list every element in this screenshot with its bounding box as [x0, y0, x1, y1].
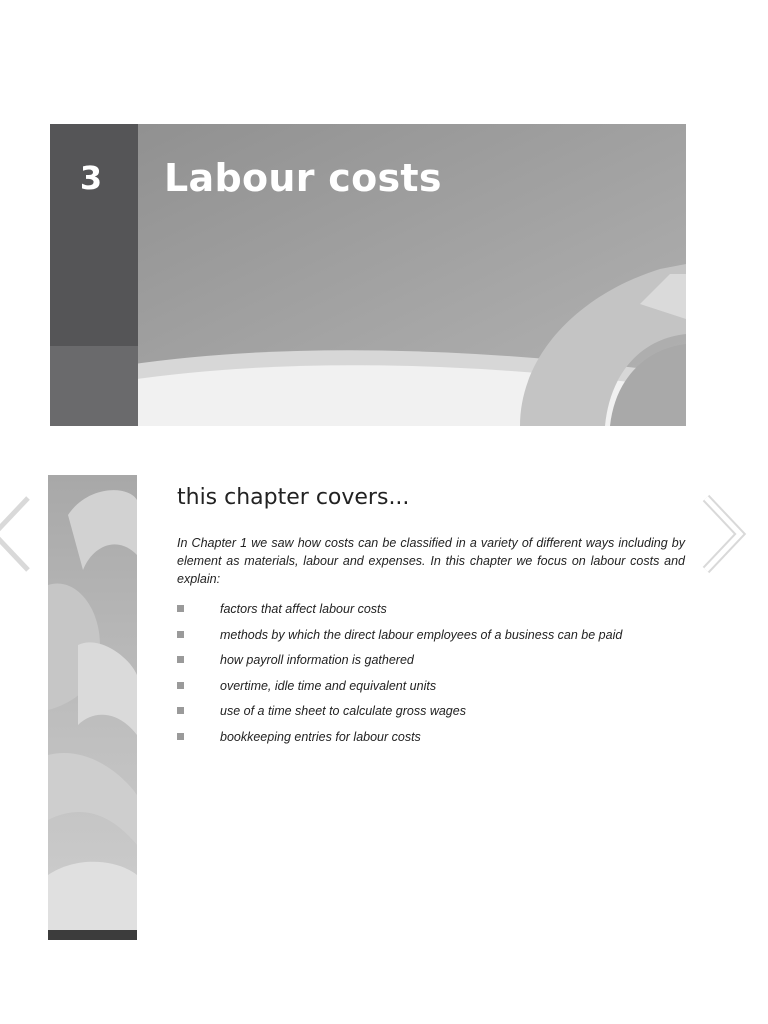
square-bullet-icon: [177, 682, 184, 689]
list-item: [177, 651, 685, 677]
side-strip-graphic: [48, 475, 137, 940]
topics-list: [177, 600, 685, 754]
list-item: [177, 702, 685, 728]
list-item: [177, 600, 685, 626]
next-page-button[interactable]: [694, 494, 754, 574]
section-heading: this chapter covers...: [177, 485, 410, 510]
chapter-overview: [177, 482, 685, 754]
side-decorative-strip: [48, 475, 137, 940]
chapter-tab-shade: [50, 346, 138, 426]
list-item-text: factors that affect labour costs: [220, 602, 387, 616]
chevron-right-icon: [694, 494, 754, 574]
square-bullet-icon: [177, 733, 184, 740]
list-item-text: use of a time sheet to calculate gross wages: [220, 704, 466, 719]
chapter-number: 3: [79, 159, 103, 197]
chapter-title: Labour costs: [164, 156, 442, 200]
list-item-text: methods by which the direct labour employees of a business can be paid: [220, 627, 623, 642]
list-item: [177, 626, 685, 652]
previous-page-button[interactable]: [0, 494, 46, 574]
list-item-text: overtime, idle time and equivalent units: [220, 678, 437, 693]
list-item: [177, 728, 685, 754]
intro-paragraph: In Chapter 1 we saw how costs can be classified in a variety of different ways including by element as materials, labour and expenses. In this chapter we focus on labour costs and explain:: [177, 536, 685, 586]
square-bullet-icon: [177, 631, 184, 638]
list-item-text: bookkeeping entries for labour costs: [220, 729, 421, 744]
chevron-left-icon: [0, 494, 46, 574]
square-bullet-icon: [177, 707, 184, 714]
side-strip-footer-bar: [48, 930, 137, 940]
list-item-text: how payroll information is gathered: [220, 653, 414, 668]
square-bullet-icon: [177, 605, 184, 612]
square-bullet-icon: [177, 656, 184, 663]
chapter-banner: [50, 124, 686, 426]
list-item: [177, 677, 685, 703]
